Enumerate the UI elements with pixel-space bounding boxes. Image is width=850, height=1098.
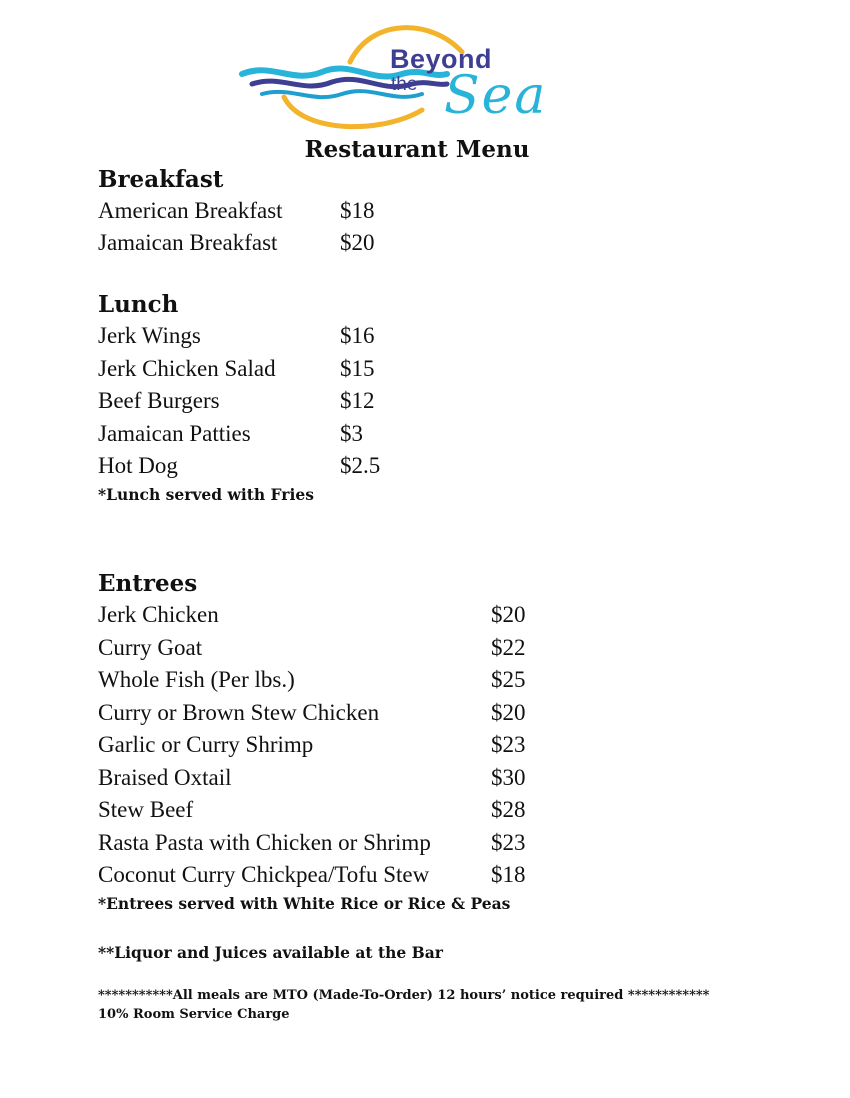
menu-item-name: Beef Burgers xyxy=(98,388,220,413)
menu-item-name: Curry Goat xyxy=(98,635,203,660)
menu-item-price: $25 xyxy=(491,667,526,692)
lunch-heading: Lunch xyxy=(98,291,179,318)
brand-logo xyxy=(232,22,612,132)
menu-item-price: $30 xyxy=(491,765,526,790)
menu-item-name: American Breakfast xyxy=(98,198,283,223)
menu-item-price: $16 xyxy=(340,323,375,348)
bar-note: **Liquor and Juices available at the Bar xyxy=(98,943,443,962)
page-title: Restaurant Menu xyxy=(304,136,530,163)
mto-note: ***********All meals are MTO (Made-To-Order) 12 hours’ notice required ************ xyxy=(98,988,710,1003)
entrees-heading: Entrees xyxy=(98,570,198,597)
logo-graphic-icon xyxy=(232,22,612,132)
menu-item-name: Jamaican Patties xyxy=(98,421,251,446)
menu-item-price: $23 xyxy=(491,732,526,757)
menu-item-price: $20 xyxy=(491,602,526,627)
logo-text-the: the xyxy=(391,74,418,95)
menu-item-price: $2.5 xyxy=(340,453,381,478)
menu-item-name: Stew Beef xyxy=(98,797,194,822)
menu-item-name: Curry or Brown Stew Chicken xyxy=(98,700,380,725)
logo-text-sea: Sea xyxy=(444,66,548,126)
menu-item-name: Rasta Pasta with Chicken or Shrimp xyxy=(98,830,431,855)
menu-item-price: $18 xyxy=(491,862,526,887)
menu-item-price: $12 xyxy=(340,388,375,413)
menu-item-name: Jerk Chicken Salad xyxy=(98,356,276,381)
menu-item-price: $23 xyxy=(491,830,526,855)
menu-item-name: Whole Fish (Per lbs.) xyxy=(98,667,295,692)
menu-item-name: Jerk Chicken xyxy=(98,602,219,627)
menu-item-name: Coconut Curry Chickpea/Tofu Stew xyxy=(98,862,430,887)
menu-item-price: $20 xyxy=(491,700,526,725)
service-charge-note: 10% Room Service Charge xyxy=(98,1007,290,1022)
menu-item-price: $20 xyxy=(340,230,375,255)
menu-item-price: $28 xyxy=(491,797,526,822)
menu-item-name: Jerk Wings xyxy=(98,323,201,348)
menu-item-name: Braised Oxtail xyxy=(98,765,232,790)
menu-item-name: Jamaican Breakfast xyxy=(98,230,278,255)
breakfast-heading: Breakfast xyxy=(98,166,224,193)
menu-item-price: $3 xyxy=(340,421,363,446)
menu-item-price: $15 xyxy=(340,356,375,381)
lunch-note: *Lunch served with Fries xyxy=(98,485,314,504)
logo-text-beyond: Beyond xyxy=(390,44,493,74)
menu-item-price: $18 xyxy=(340,198,375,223)
entrees-note: *Entrees served with White Rice or Rice & Peas xyxy=(98,894,511,913)
menu-item-name: Hot Dog xyxy=(98,453,178,478)
menu-item-name: Garlic or Curry Shrimp xyxy=(98,732,314,757)
menu-item-price: $22 xyxy=(491,635,526,660)
